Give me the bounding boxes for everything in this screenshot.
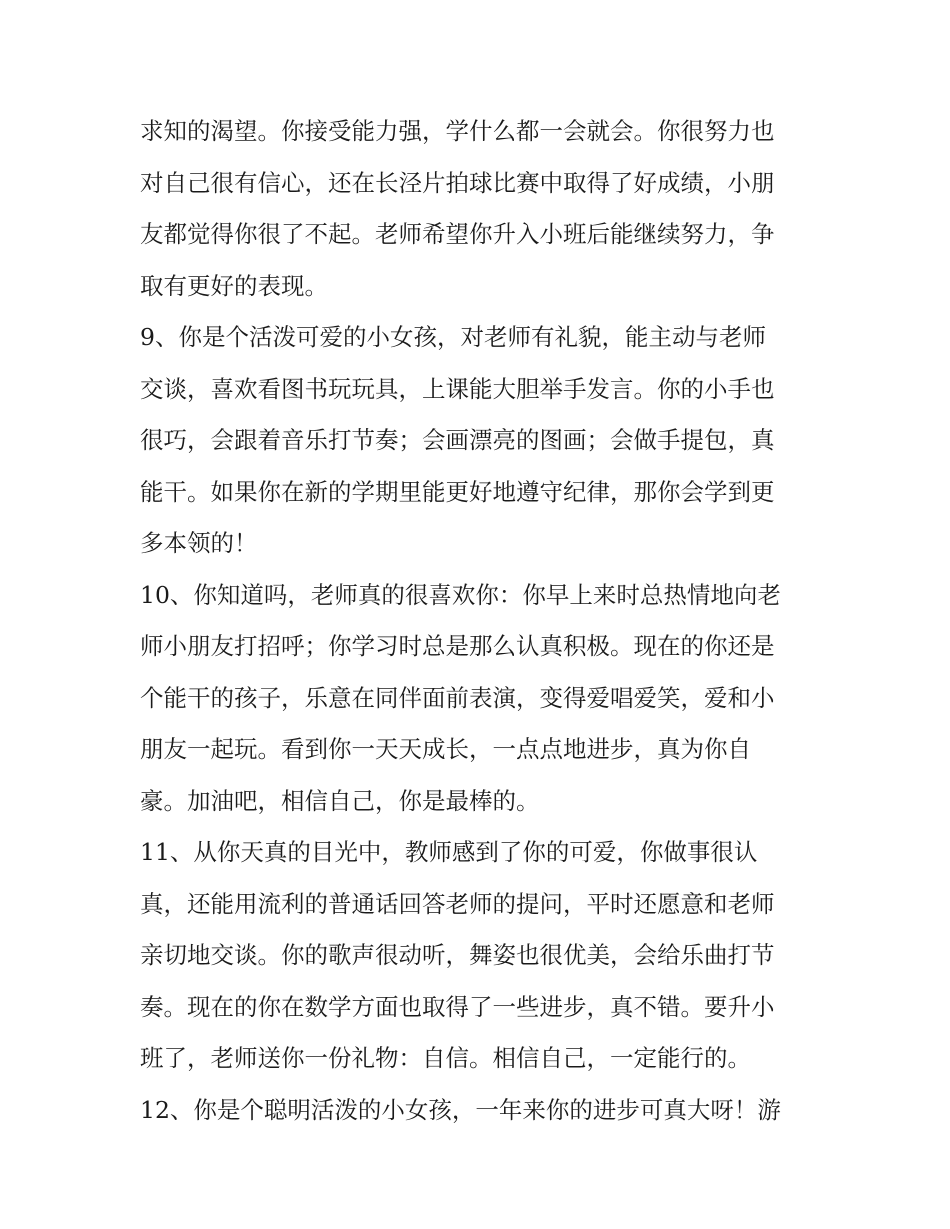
text-line: 很巧，会跟着音乐打节奏；会画漂亮的图画；会做手提包，真 <box>140 426 775 454</box>
document-body <box>140 106 820 1136</box>
text-line: 真，还能用流利的普通话回答老师的提问，平时还愿意和老师 <box>140 889 775 918</box>
text-line: 奏。现在的你在数学方面也取得了一些进步，真不错。要升小 <box>140 992 775 1021</box>
text-line: 对自己很有信心，还在长泾片拍球比赛中取得了好成绩，小朋 <box>140 168 775 197</box>
text-line: 友都觉得你很了不起。老师希望你升入小班后能继续努力，争 <box>140 220 775 248</box>
text-line: 个能干的孩子，乐意在同伴面前表演，变得爱唱爱笑，爱和小 <box>140 683 775 712</box>
text-line: 10、你知道吗，老师真的很喜欢你：你早上来时总热情地向老 <box>140 580 781 609</box>
text-line: 师小朋友打招呼；你学习时总是那么认真积极。现在的你还是 <box>140 632 775 660</box>
text-line: 能干。如果你在新的学期里能更好地遵守纪律，那你会学到更 <box>140 477 775 506</box>
text-line: 交谈，喜欢看图书玩玩具，上课能大胆举手发言。你的小手也 <box>140 374 775 403</box>
text-line: 12、你是个聪明活泼的小女孩，一年来你的进步可真大呀！游 <box>140 1095 781 1124</box>
text-line: 取有更好的表现。 <box>140 271 328 300</box>
text-line: 朋友一起玩。看到你一天天成长，一点点地进步，真为你自 <box>140 735 751 763</box>
text-line: 9、你是个活泼可爱的小女孩，对老师有礼貌，能主动与老师 <box>140 323 766 351</box>
text-line: 豪。加油吧，相信自己，你是最棒的。 <box>140 786 540 815</box>
text-line: 亲切地交谈。你的歌声很动听，舞姿也很优美，会给乐曲打节 <box>140 941 775 969</box>
text-line: 班了，老师送你一份礼物：自信。相信自己，一定能行的。 <box>140 1044 751 1072</box>
text-line: 11、从你天真的目光中，教师感到了你的可爱，你做事很认 <box>140 838 758 866</box>
text-line: 求知的渴望。你接受能力强，学什么都一会就会。你很努力也 <box>140 117 775 145</box>
text-line: 多本领的！ <box>140 529 258 557</box>
